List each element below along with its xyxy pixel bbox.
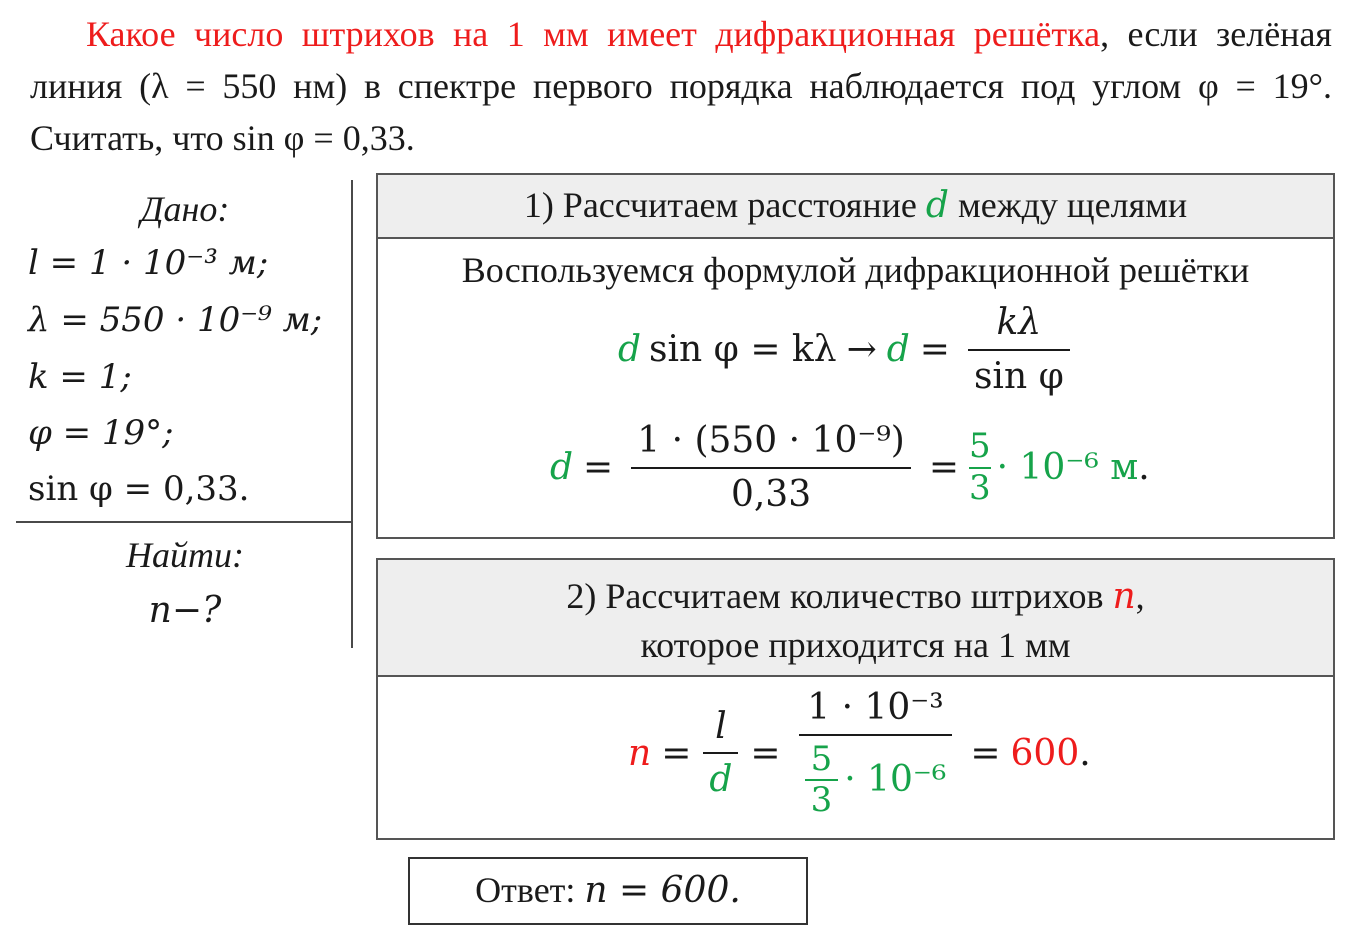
s2-dot: . xyxy=(1079,732,1091,774)
s2-d: d xyxy=(703,752,738,800)
f2-res-tail: · 10⁻⁶ м xyxy=(996,447,1139,489)
f1-fraction xyxy=(968,303,1070,396)
s2-fraction-main xyxy=(799,688,953,819)
step2-box xyxy=(376,558,1335,840)
step2-header-text: 2) Рассчитаем количество штрихов xyxy=(566,576,1104,616)
answer-label: Ответ: xyxy=(475,870,576,910)
find-title: Найти: xyxy=(126,535,244,575)
s2-result: 600 xyxy=(1010,732,1080,774)
step1-header-text-end: между щелями xyxy=(957,185,1188,225)
s2-den-den: 3 xyxy=(805,779,839,819)
step2-formula xyxy=(628,688,1091,819)
given-lambda: λ = 550 · 10⁻⁹ м; xyxy=(28,300,323,340)
s2-den-tail: · 10⁻⁶ xyxy=(844,759,947,801)
step1-formula1 xyxy=(618,303,1078,396)
step1-intro: Воспользуемся формулой дифракционной решётки xyxy=(461,250,1250,290)
f2-dot: . xyxy=(1138,447,1150,489)
step2-header xyxy=(378,560,1333,677)
f2-result-fraction xyxy=(969,425,991,508)
problem-conditions: , если зелёная линия (λ = 550 нм) в спектре первого порядка наблюдается под углом φ = 19°. Считать, что sin φ = 0,33. xyxy=(30,14,1332,158)
given-l: l = 1 · 10⁻³ м; xyxy=(28,243,269,283)
given-vertical-divider xyxy=(351,180,353,648)
s2-eq2: = xyxy=(750,732,781,774)
s2-den-num: 5 xyxy=(810,738,833,779)
s2-eq: = xyxy=(661,732,692,774)
problem-statement xyxy=(30,8,1332,164)
f1-num: kλ xyxy=(996,302,1042,343)
s2-l: l xyxy=(715,705,727,747)
find-value: n−? xyxy=(148,590,222,631)
step1-header xyxy=(378,175,1333,239)
step2-header-comma: , xyxy=(1135,576,1145,616)
f2-den: 0,33 xyxy=(631,467,911,515)
s2-eq3: = xyxy=(970,732,1001,774)
step1-header-var: d xyxy=(925,185,949,226)
s2-fraction-ld xyxy=(703,707,738,800)
step1-box xyxy=(376,173,1335,539)
f2-eq: = xyxy=(583,447,614,489)
given-k: k = 1; xyxy=(28,357,132,397)
f2-res-num: 5 xyxy=(969,425,991,466)
given-sin: sin φ = 0,33. xyxy=(28,469,250,509)
given-title: Дано: xyxy=(140,189,230,229)
f2-res-den: 3 xyxy=(969,467,991,508)
step2-header-var: n xyxy=(1112,576,1136,617)
f1-arrow: → xyxy=(846,329,877,371)
s2-den xyxy=(799,734,953,819)
f1-d1: d xyxy=(618,329,642,371)
f2-d: d xyxy=(550,447,574,489)
f1-eq: = xyxy=(919,329,950,371)
given-phi: φ = 19°; xyxy=(28,413,174,453)
s2-num: 1 · 10⁻³ xyxy=(807,687,944,728)
f1-den: sin φ xyxy=(968,349,1070,397)
f2-num: 1 · (550 · 10⁻⁹) xyxy=(637,420,905,461)
s2-den-fraction xyxy=(805,738,839,821)
f1-d2: d xyxy=(886,329,910,371)
f2-fraction xyxy=(631,421,911,514)
answer-box xyxy=(408,857,808,925)
f2-eq2: = xyxy=(928,447,959,489)
problem-question: Какое число штрихов на 1 мм имеет дифракционная решётка xyxy=(86,14,1101,54)
f1-lhs: sin φ = kλ xyxy=(649,329,837,371)
given-divider xyxy=(16,521,353,523)
answer-value: n = 600. xyxy=(584,870,741,911)
s2-n: n xyxy=(628,732,652,774)
step1-formula2 xyxy=(550,421,1150,514)
step1-header-text: 1) Рассчитаем расстояние xyxy=(523,185,917,225)
step2-header-line2: которое приходится на 1 мм xyxy=(640,625,1071,665)
